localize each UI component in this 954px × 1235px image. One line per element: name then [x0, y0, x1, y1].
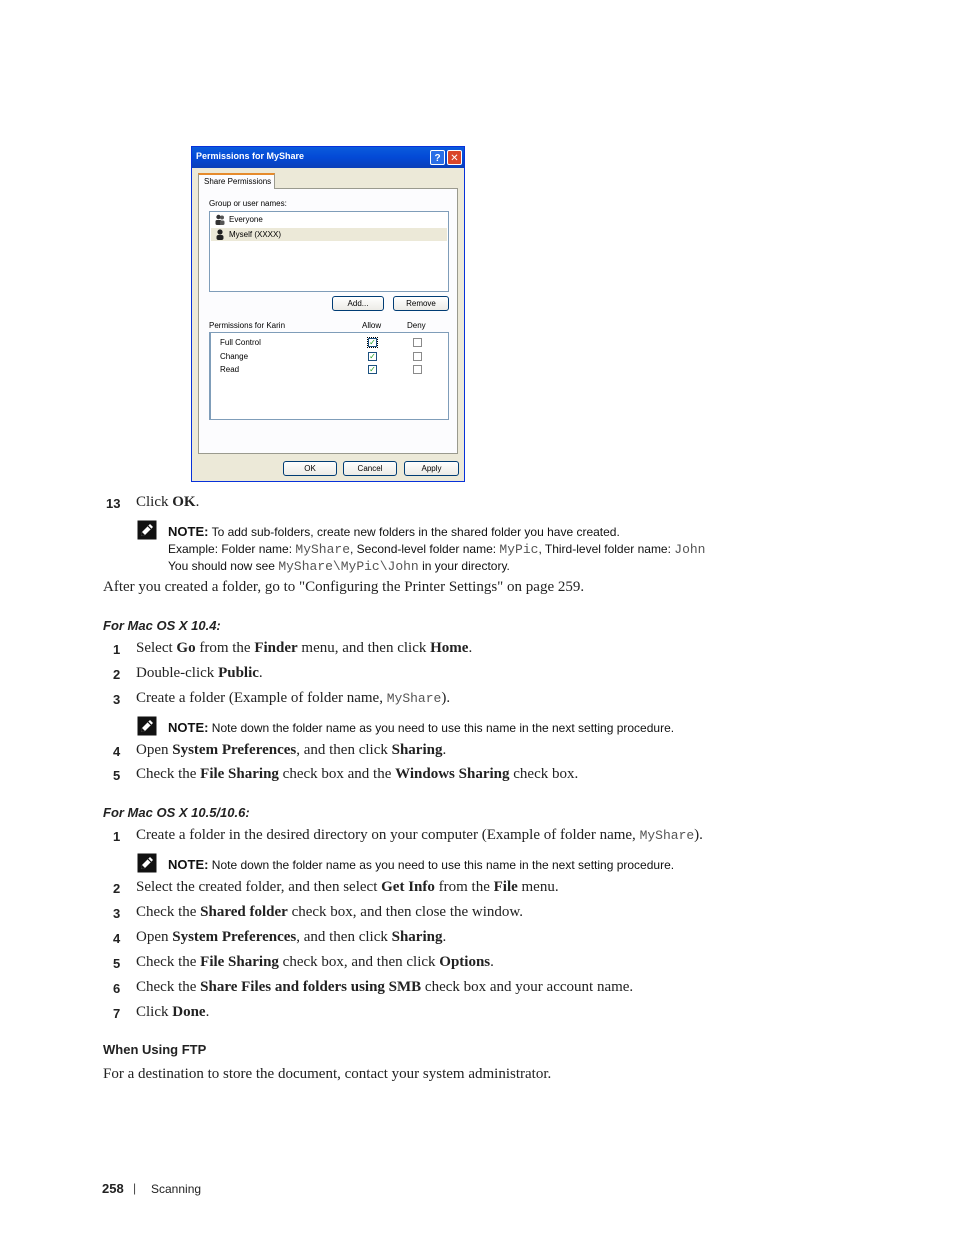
- note-1-line-1: NOTE: To add sub-folders, create new folders in the shared folder you have created.: [168, 524, 620, 539]
- dialog-title-bar: [192, 147, 464, 168]
- note-pencil-icon: [137, 716, 157, 736]
- footer-section: Scanning: [151, 1182, 202, 1196]
- step-13-text: Click OK.: [136, 494, 200, 510]
- mac-104-step-1: Select Go from the Finder menu, and then click Home.: [136, 640, 473, 656]
- perm-change-label: Change: [220, 352, 249, 361]
- add-button[interactable]: Add...: [332, 296, 384, 311]
- deny-full-control-checkbox[interactable]: [413, 338, 422, 347]
- mac-105-step-3: Check the Shared folder check box, and then close the window.: [136, 904, 524, 920]
- step-number: 4: [113, 744, 121, 759]
- note-1: [168, 523, 868, 575]
- note-pencil-icon: [137, 853, 157, 873]
- remove-button[interactable]: Remove: [393, 296, 449, 311]
- permissions-dialog: [191, 146, 465, 482]
- step-number: 1: [113, 829, 121, 844]
- permissions-label: Permissions for Karin: [209, 321, 286, 330]
- mac-105-step-4: Open System Preferences, and then click Sharing.: [136, 929, 447, 945]
- cancel-button[interactable]: Cancel: [343, 461, 397, 476]
- perm-read-label: Read: [220, 365, 240, 374]
- list-item-myself[interactable]: Myself (XXXX): [229, 230, 282, 239]
- mac-104-step-4: Open System Preferences, and then click Sharing.: [136, 742, 447, 758]
- note-1-line-2: Example: Folder name: MyShare, Second-level folder name: MyPic, Third-level folder name: John: [168, 542, 706, 557]
- note-pencil-icon: [137, 520, 157, 540]
- permissions-list: [209, 332, 449, 420]
- step-number: 6: [113, 981, 121, 996]
- perm-full-control-label: Full Control: [220, 338, 261, 347]
- note-1-line-3: You should now see MyShare\MyPic\John in your directory.: [168, 559, 510, 574]
- after-folder-text: After you created a folder, go to "Configuring the Printer Settings" on page 259.: [103, 579, 585, 595]
- step-number: 3: [113, 692, 121, 707]
- apply-button[interactable]: Apply: [404, 461, 459, 476]
- footer-separator: |: [133, 1181, 137, 1195]
- allow-read-checkbox[interactable]: ✓: [369, 365, 376, 374]
- step-number: 13: [106, 496, 121, 511]
- step-number: 5: [113, 768, 121, 783]
- step-number: 7: [113, 1006, 121, 1021]
- dialog-title: Permissions for MyShare: [196, 151, 305, 161]
- step-number: 2: [113, 881, 121, 896]
- mac-104-step-2: Double-click Public.: [136, 665, 263, 681]
- mac-104-step-3: Create a folder (Example of folder name, MyShare).: [136, 690, 451, 706]
- ftp-heading: When Using FTP: [103, 1042, 207, 1057]
- deny-read-checkbox[interactable]: [413, 365, 422, 374]
- users-listbox[interactable]: [209, 211, 449, 292]
- mac-104-note: NOTE: Note down the folder name as you need to use this name in the next setting procedure.: [168, 720, 675, 735]
- page-number: 258: [102, 1181, 124, 1196]
- mac-105-step-6: Check the Share Files and folders using SMB check box and your account name.: [136, 979, 634, 995]
- list-item-everyone[interactable]: Everyone: [229, 215, 263, 224]
- deny-change-checkbox[interactable]: [413, 352, 422, 361]
- step-number: 3: [113, 906, 121, 921]
- mac-105-step-5: Check the File Sharing check box, and then click Options.: [136, 954, 494, 970]
- help-button[interactable]: ?: [430, 150, 445, 165]
- ftp-text: For a destination to store the document, contact your system administrator.: [103, 1066, 552, 1082]
- user-icon: [215, 229, 225, 240]
- allow-full-control-checkbox[interactable]: ✓: [369, 338, 376, 347]
- mac-105-step-7: Click Done.: [136, 1004, 210, 1020]
- allow-header: Allow: [362, 321, 382, 330]
- mac-105-step-2: Select the created folder, and then select Get Info from the File menu.: [136, 879, 559, 895]
- close-button[interactable]: ✕: [447, 150, 462, 165]
- ok-button[interactable]: OK: [283, 461, 337, 476]
- mac-104-heading: For Mac OS X 10.4:: [103, 618, 221, 633]
- mac-104-step-5: Check the File Sharing check box and the Windows Sharing check box.: [136, 766, 579, 782]
- mac-105-step-1: Create a folder in the desired directory on your computer (Example of folder name, MyShare).: [136, 827, 703, 843]
- mac-105-heading: For Mac OS X 10.5/10.6:: [103, 805, 250, 820]
- group-label: Group or user names:: [209, 199, 287, 208]
- mac-105-note: NOTE: Note down the folder name as you need to use this name in the next setting procedure.: [168, 857, 675, 872]
- allow-change-checkbox[interactable]: ✓: [369, 352, 376, 361]
- step-number: 4: [113, 931, 121, 946]
- step-number: 2: [113, 667, 121, 682]
- tab-share-permissions[interactable]: Share Permissions: [198, 173, 275, 189]
- step-number: 5: [113, 956, 121, 971]
- deny-header: Deny: [407, 321, 426, 330]
- step-number: 1: [113, 642, 121, 657]
- group-icon: [215, 214, 225, 225]
